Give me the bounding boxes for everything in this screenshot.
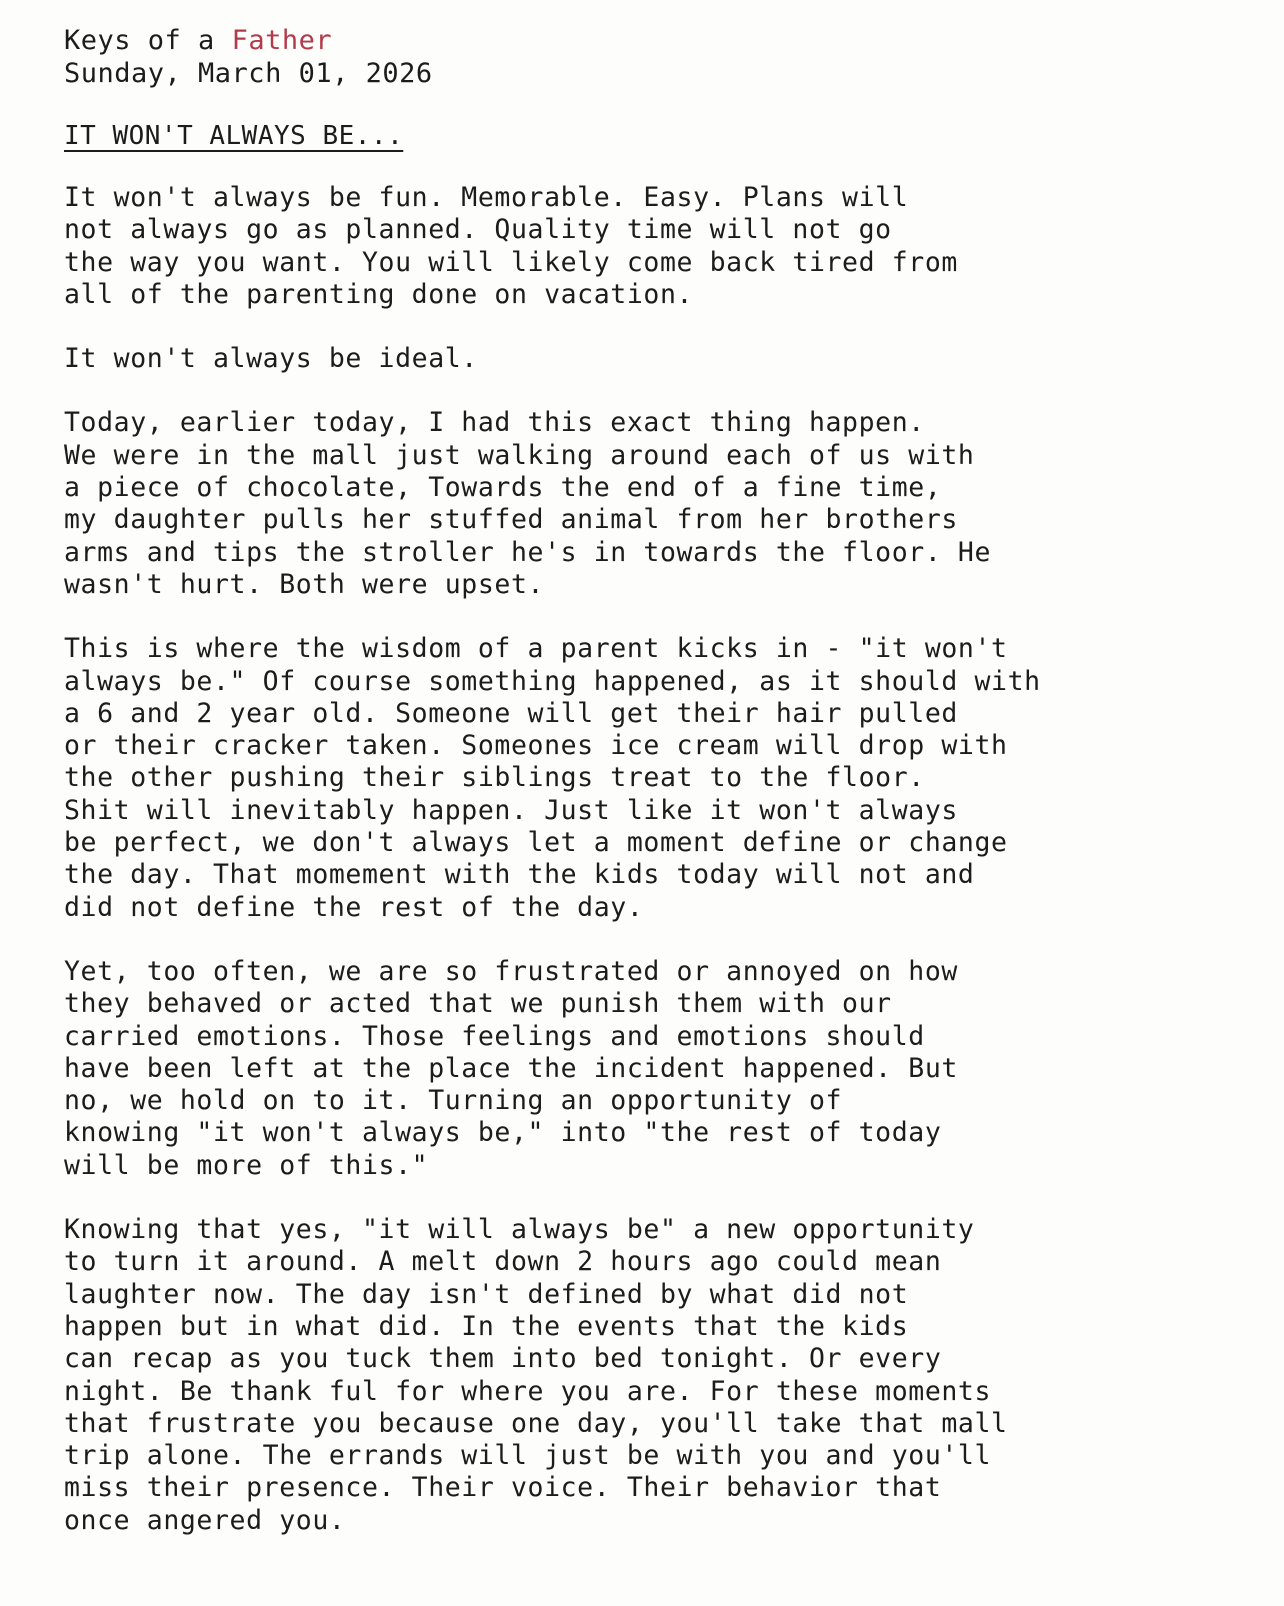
text-line: We were in the mall just walking around each of us with — [64, 439, 975, 471]
text-line: once angered you. — [64, 1504, 346, 1536]
text-line: my daughter pulls her stuffed animal from her brothers — [64, 504, 958, 536]
text-line: did not define the rest of the day. — [64, 891, 644, 923]
text-line: no, we hold on to it. Turning an opportunity of — [64, 1085, 843, 1117]
spacer — [64, 311, 1244, 343]
column-name — [64, 24, 1244, 57]
text-line: It won't always be ideal. — [64, 343, 478, 375]
entry-date: Sunday, March 01, 2026 — [64, 58, 433, 89]
paragraph — [64, 343, 1244, 375]
text-line: the day. That momement with the kids today will not and — [64, 859, 975, 891]
page-heading — [64, 24, 1244, 90]
paragraph — [64, 182, 1244, 311]
text-line: the other pushing their siblings treat to the floor. — [64, 762, 925, 794]
text-line: It won't always be fun. Memorable. Easy. Plans will — [64, 182, 909, 213]
article-body — [64, 182, 1244, 1537]
paragraph — [64, 633, 1244, 924]
spacer — [64, 152, 1244, 182]
text-line: that frustrate you because one day, you'll take that mall — [64, 1407, 1008, 1439]
text-line: knowing "it won't always be," into "the rest of today — [64, 1117, 942, 1149]
text-line: Today, earlier today, I had this exact thing happen. — [64, 407, 925, 439]
spacer — [64, 1182, 1244, 1214]
text-line: miss their presence. Their voice. Their behavior that — [64, 1472, 942, 1504]
column-name-prefix: Keys of a — [64, 25, 232, 56]
column-name-accent: Father — [231, 25, 333, 56]
text-line: Knowing that yes, "it will always be" a new opportunity — [64, 1214, 975, 1246]
text-line: a 6 and 2 year old. Someone will get their hair pulled — [64, 697, 958, 729]
paragraph — [64, 1214, 1244, 1537]
text-line: wasn't hurt. Both were upset. — [64, 568, 545, 600]
text-line: to turn it around. A melt down 2 hours ago could mean — [64, 1246, 942, 1278]
text-line: not always go as planned. Quality time will not go — [64, 214, 892, 246]
text-line: or their cracker taken. Someones ice cream will drop with — [64, 730, 1008, 762]
text-line: have been left at the place the incident happened. But — [64, 1052, 958, 1084]
text-line: a piece of chocolate, Towards the end of a fine time, — [64, 472, 942, 504]
text-line: will be more of this." — [64, 1149, 429, 1181]
text-line: trip alone. The errands will just be with you and you'll — [64, 1440, 992, 1472]
text-line: laughter now. The day isn't defined by what did not — [64, 1278, 909, 1310]
text-line: happen but in what did. In the events that the kids — [64, 1310, 909, 1342]
paragraph — [64, 407, 1244, 601]
spacer — [64, 375, 1244, 407]
article-title: IT WON'T ALWAYS BE... — [64, 121, 404, 151]
text-line: the way you want. You will likely come back tired from — [64, 246, 958, 278]
text-line: can recap as you tuck them into bed tonight. Or every — [64, 1343, 942, 1375]
text-line: all of the parenting done on vacation. — [64, 278, 694, 310]
text-line: they behaved or acted that we punish them with our — [64, 988, 892, 1020]
paragraph — [64, 956, 1244, 1182]
text-line: night. Be thank ful for where you are. For these moments — [64, 1375, 992, 1407]
text-line: Shit will inevitably happen. Just like it won't always — [64, 794, 958, 826]
text-line: This is where the wisdom of a parent kicks in - "it won't — [64, 633, 1008, 665]
spacer — [64, 924, 1244, 956]
spacer — [64, 601, 1244, 633]
text-line: be perfect, we don't always let a moment define or change — [64, 827, 1008, 859]
text-line: Yet, too often, we are so frustrated or annoyed on how — [64, 955, 958, 987]
text-line: arms and tips the stroller he's in towards the floor. He — [64, 536, 992, 568]
text-line: carried emotions. Those feelings and emotions should — [64, 1020, 925, 1052]
text-line: always be." Of course something happened, as it should with — [64, 665, 1041, 697]
